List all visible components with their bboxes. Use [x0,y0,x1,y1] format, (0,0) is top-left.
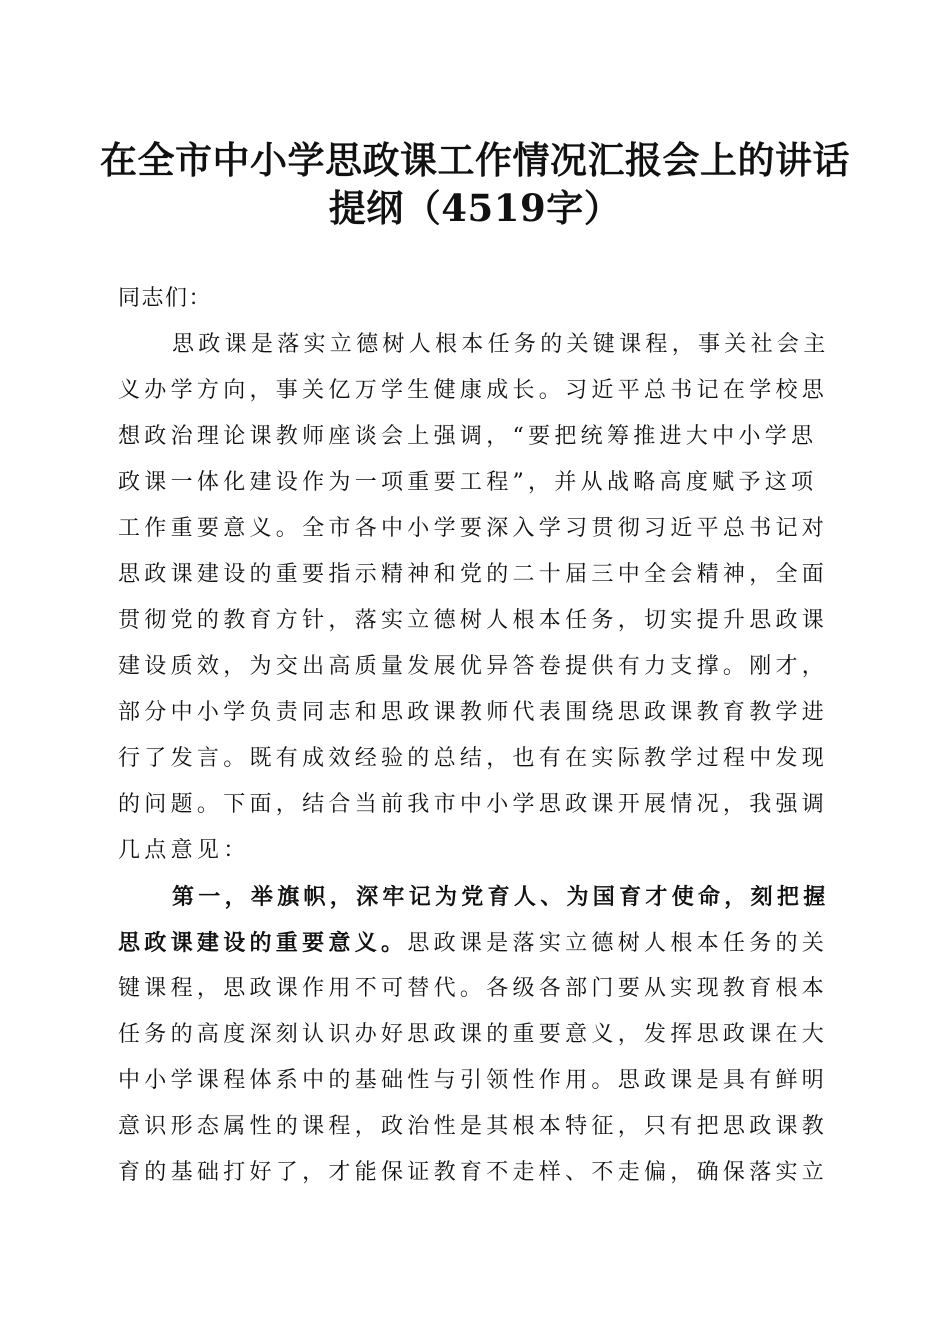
paragraph-2-line: 中小学课程体系中的基础性与引领性作用。思政课是具有鲜明 [118,1068,829,1093]
paragraph-1-line: 思政课是落实立德树人根本任务的关键课程，事关社会主 [172,332,830,357]
paragraph-2-text: 思政课是落实立德树人根本任务的关 [407,931,829,956]
section-1-heading: 第一，举旗帜，深牢记为党育人、为国育才使命，刻把握 [172,884,830,910]
paragraph-1-line: 行了发言。既有成效经验的总结，也有在实际教学过程中发现 [118,746,829,771]
paragraph-1-line: 几点意见： [118,838,250,863]
paragraph-1-line: 的问题。下面，结合当前我市中小学思政课开展情况，我强调 [118,792,829,817]
paragraph-2-line: 任务的高度深刻认识办好思政课的重要意义，发挥思政课在大 [118,1022,829,1047]
paragraph-1-line: 思政课建设的重要指示精神和党的二十届三中全会精神，全面 [118,562,829,587]
paragraph-2-line: 意识形态属性的课程，政治性是其根本特征，只有把思政课教 [118,1114,829,1139]
document-title-line-2: 提纲（4519字） [328,186,622,230]
paragraph-1-line: 贯彻党的教育方针，落实立德树人根本任务，切实提升思政课 [118,608,829,633]
salutation: 同志们： [118,286,213,311]
paragraph-1-line: 部分中小学负责同志和思政课教师代表围绕思政课教育教学进 [118,700,829,725]
paragraph-1-line: 想政治理论课教师座谈会上强调，“要把统筹推进大中小学思 [118,424,818,449]
paragraph-2-line [118,920,834,966]
document-body [118,276,834,1196]
paragraph-1-line: 建设质效，为交出高质量发展优异答卷提供有力支撑。刚才， [118,654,829,679]
paragraph-2-line: 育的基础打好了，才能保证教育不走样、不走偏，确保落实立 [118,1160,829,1185]
section-1-heading-end: 思政课建设的重要意义。 [118,930,408,956]
document-title-line-1: 在全市中小学思政课工作情况汇报会上的讲话 [100,138,850,182]
paragraph-1-line: 工作重要意义。全市各中小学要深入学习贯彻习近平总书记对 [118,516,829,541]
paragraph-1-line: 政课一体化建设作为一项重要工程”，并从战略高度赋予这项 [118,470,818,495]
paragraph-1-line: 义办学方向，事关亿万学生健康成长。习近平总书记在学校思 [118,378,829,403]
paragraph-2-line: 键课程，思政课作用不可替代。各级各部门要从实现教育根本 [118,976,829,1001]
